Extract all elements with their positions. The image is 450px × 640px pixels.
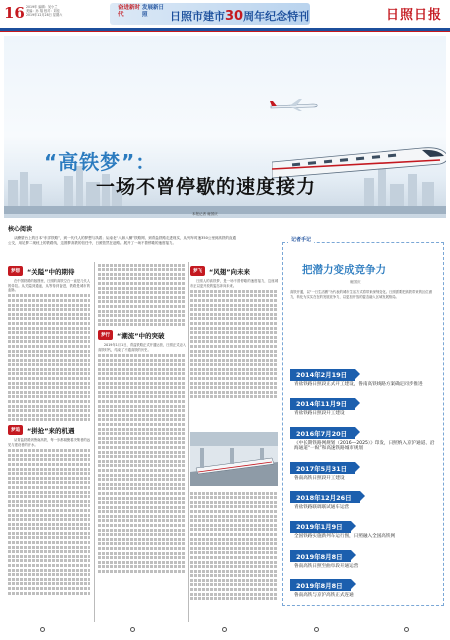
hero-title-line1: “高铁梦”： <box>44 150 157 174</box>
slogan-right: 发展新日照 <box>142 5 165 18</box>
anniversary-number: 30 <box>225 9 244 24</box>
section-badge: 梦追 <box>8 425 23 435</box>
timeline-date: 2019年8月8日 <box>290 579 351 591</box>
registration-mark-icon <box>314 627 319 632</box>
timeline-item <box>290 485 438 511</box>
timeline-date: 2016年7月20日 <box>290 427 355 439</box>
registration-mark-icon <box>222 627 227 632</box>
timeline-event: 全国铁路实施新列车运行图，日照融入全国高铁网 <box>294 534 396 540</box>
hero-byline: 本报记者 雍国庆 <box>192 212 218 216</box>
section-title: “关隘”中的期待 <box>27 267 75 276</box>
timeline-item <box>290 391 438 417</box>
note-title: 把潜力变成竞争力 <box>302 264 386 276</box>
registration-mark-icon <box>404 627 409 632</box>
column-divider <box>94 262 95 622</box>
timeline-event: 青盐铁路日照段正式开工建设，鲁南高铁线路方案确定同步推进 <box>294 382 423 387</box>
section-heading <box>8 266 90 276</box>
timeline-item <box>290 456 438 482</box>
article-column-3b <box>190 490 278 622</box>
section-title: “拼抢”来的机遇 <box>27 426 75 435</box>
header-title <box>170 8 309 24</box>
registration-mark-icon <box>40 627 45 632</box>
timeline-item <box>290 362 438 388</box>
timeline <box>290 362 438 602</box>
slogan-left: 奋进新时代 <box>118 5 141 18</box>
newspaper-logo: 日照日报 <box>385 8 442 23</box>
section-heading <box>8 425 90 435</box>
note-label: 记者手记 <box>288 236 314 243</box>
timeline-item <box>290 514 438 540</box>
section-badge: 梦想 <box>8 266 23 276</box>
section-heading <box>190 266 278 276</box>
section-heading <box>98 330 186 340</box>
note-text: 高铁开通，以“一日生活圈”为代表的城市生活方式将带来深刻变化。日照需要把高铁带来的区位潜力，转化为实实在在的发展竞争力，以更加开放的姿态融入区域发展格局。 <box>290 290 432 299</box>
timeline-item <box>290 544 438 570</box>
section-title: “潮流”中的突破 <box>117 331 165 340</box>
timeline-event: 鲁南高铁与京沪高铁正式连通 <box>294 592 354 598</box>
section-badge: 梦行 <box>98 330 113 340</box>
lead-summary <box>8 222 236 246</box>
meta-line: 2019年 编辑：吴小兰 <box>26 5 58 9</box>
header-rule-red <box>0 31 450 32</box>
section-badge: 梦飞 <box>190 266 205 276</box>
paragraph: 日照人的高铁梦，是一场不曾停歇的速度接力，这座城市正以更开放的姿态奔向未来。 <box>190 279 278 288</box>
timeline-date: 2014年11月9日 <box>290 398 355 410</box>
meta-line: 美编：孙 翔 校对：刘佳 <box>26 9 60 14</box>
page-number: 16 <box>4 4 25 22</box>
timeline-date: 2014年2月19日 <box>290 369 355 381</box>
timeline-item <box>290 421 438 453</box>
timeline-event: 青盐铁路联调联试通车运营 <box>294 504 350 510</box>
timeline-date: 2019年1月9日 <box>290 521 351 533</box>
timeline-event: 青盐铁路日照段开工建设 <box>294 411 345 417</box>
airplane-illustration <box>269 98 319 112</box>
article-column-1 <box>8 262 90 622</box>
timeline-date: 2017年5月31日 <box>290 462 355 474</box>
hero-image <box>4 36 446 218</box>
meta-line: 2019年12月28日 星期六 <box>26 13 63 18</box>
train-station-photo <box>190 432 278 486</box>
print-registration-strip <box>0 627 450 634</box>
timeline-event: 鲁南高铁日照至曲阜段开通运营 <box>294 563 359 569</box>
page-meta <box>26 5 76 18</box>
paragraph: 在中国铁路的版图里，日照的高铁空白一直是几代人的牵挂。从关隘到通途，从等待到奋进，铁路是城市的血脉。 <box>8 279 90 293</box>
registration-mark-icon <box>130 627 135 632</box>
hero-title-line2: 一场不曾停歇的速度接力 <box>96 176 317 198</box>
paragraph: 2019年1月1日，青盐铁路正式开通运营，日照正式迈入高铁时代，结束了不通高铁的历史。 <box>98 343 186 352</box>
lead-text: 从瞭望台上的日本“东洋铁路”，到一代代人的梦想与执着；从南北“八纵八横”铁路网、到青盐铁路走进现实，从列车时速350公里到高铁的直通公交，用足梦二现枕上的铁路线，这圆梦高铁的信任中，日照依然在赶路。展开了一场不曾停歇的速度接力。 <box>8 236 236 245</box>
timeline-date: 2019年8月8日 <box>290 550 351 562</box>
timeline-event: 《中长期铁路网规划（2016—2025）》印发，日照纳入京沪通道、沿海通道“一纵”和高速铁路城市规划 <box>294 440 435 452</box>
header-title-suffix: 周年纪念特刊 <box>243 10 310 23</box>
article-column-2 <box>98 262 186 622</box>
column-divider <box>188 262 189 622</box>
article-column-3 <box>190 262 278 430</box>
timeline-date: 2018年12月26日 <box>290 491 360 503</box>
section-title: “风翅”向未来 <box>209 267 251 276</box>
timeline-item <box>290 573 438 599</box>
paragraph: 从青盐铁路到鲁南高铁，每一步都凝聚着决策者的远见与建设者的汗水。 <box>8 438 90 447</box>
lead-label: 核心阅读 <box>8 226 33 233</box>
note-author: 雍国庆 <box>350 280 361 284</box>
header-title-prefix: 日照市建市 <box>170 10 225 23</box>
timeline-event: 鲁南高铁日照段开工建设 <box>294 475 345 481</box>
